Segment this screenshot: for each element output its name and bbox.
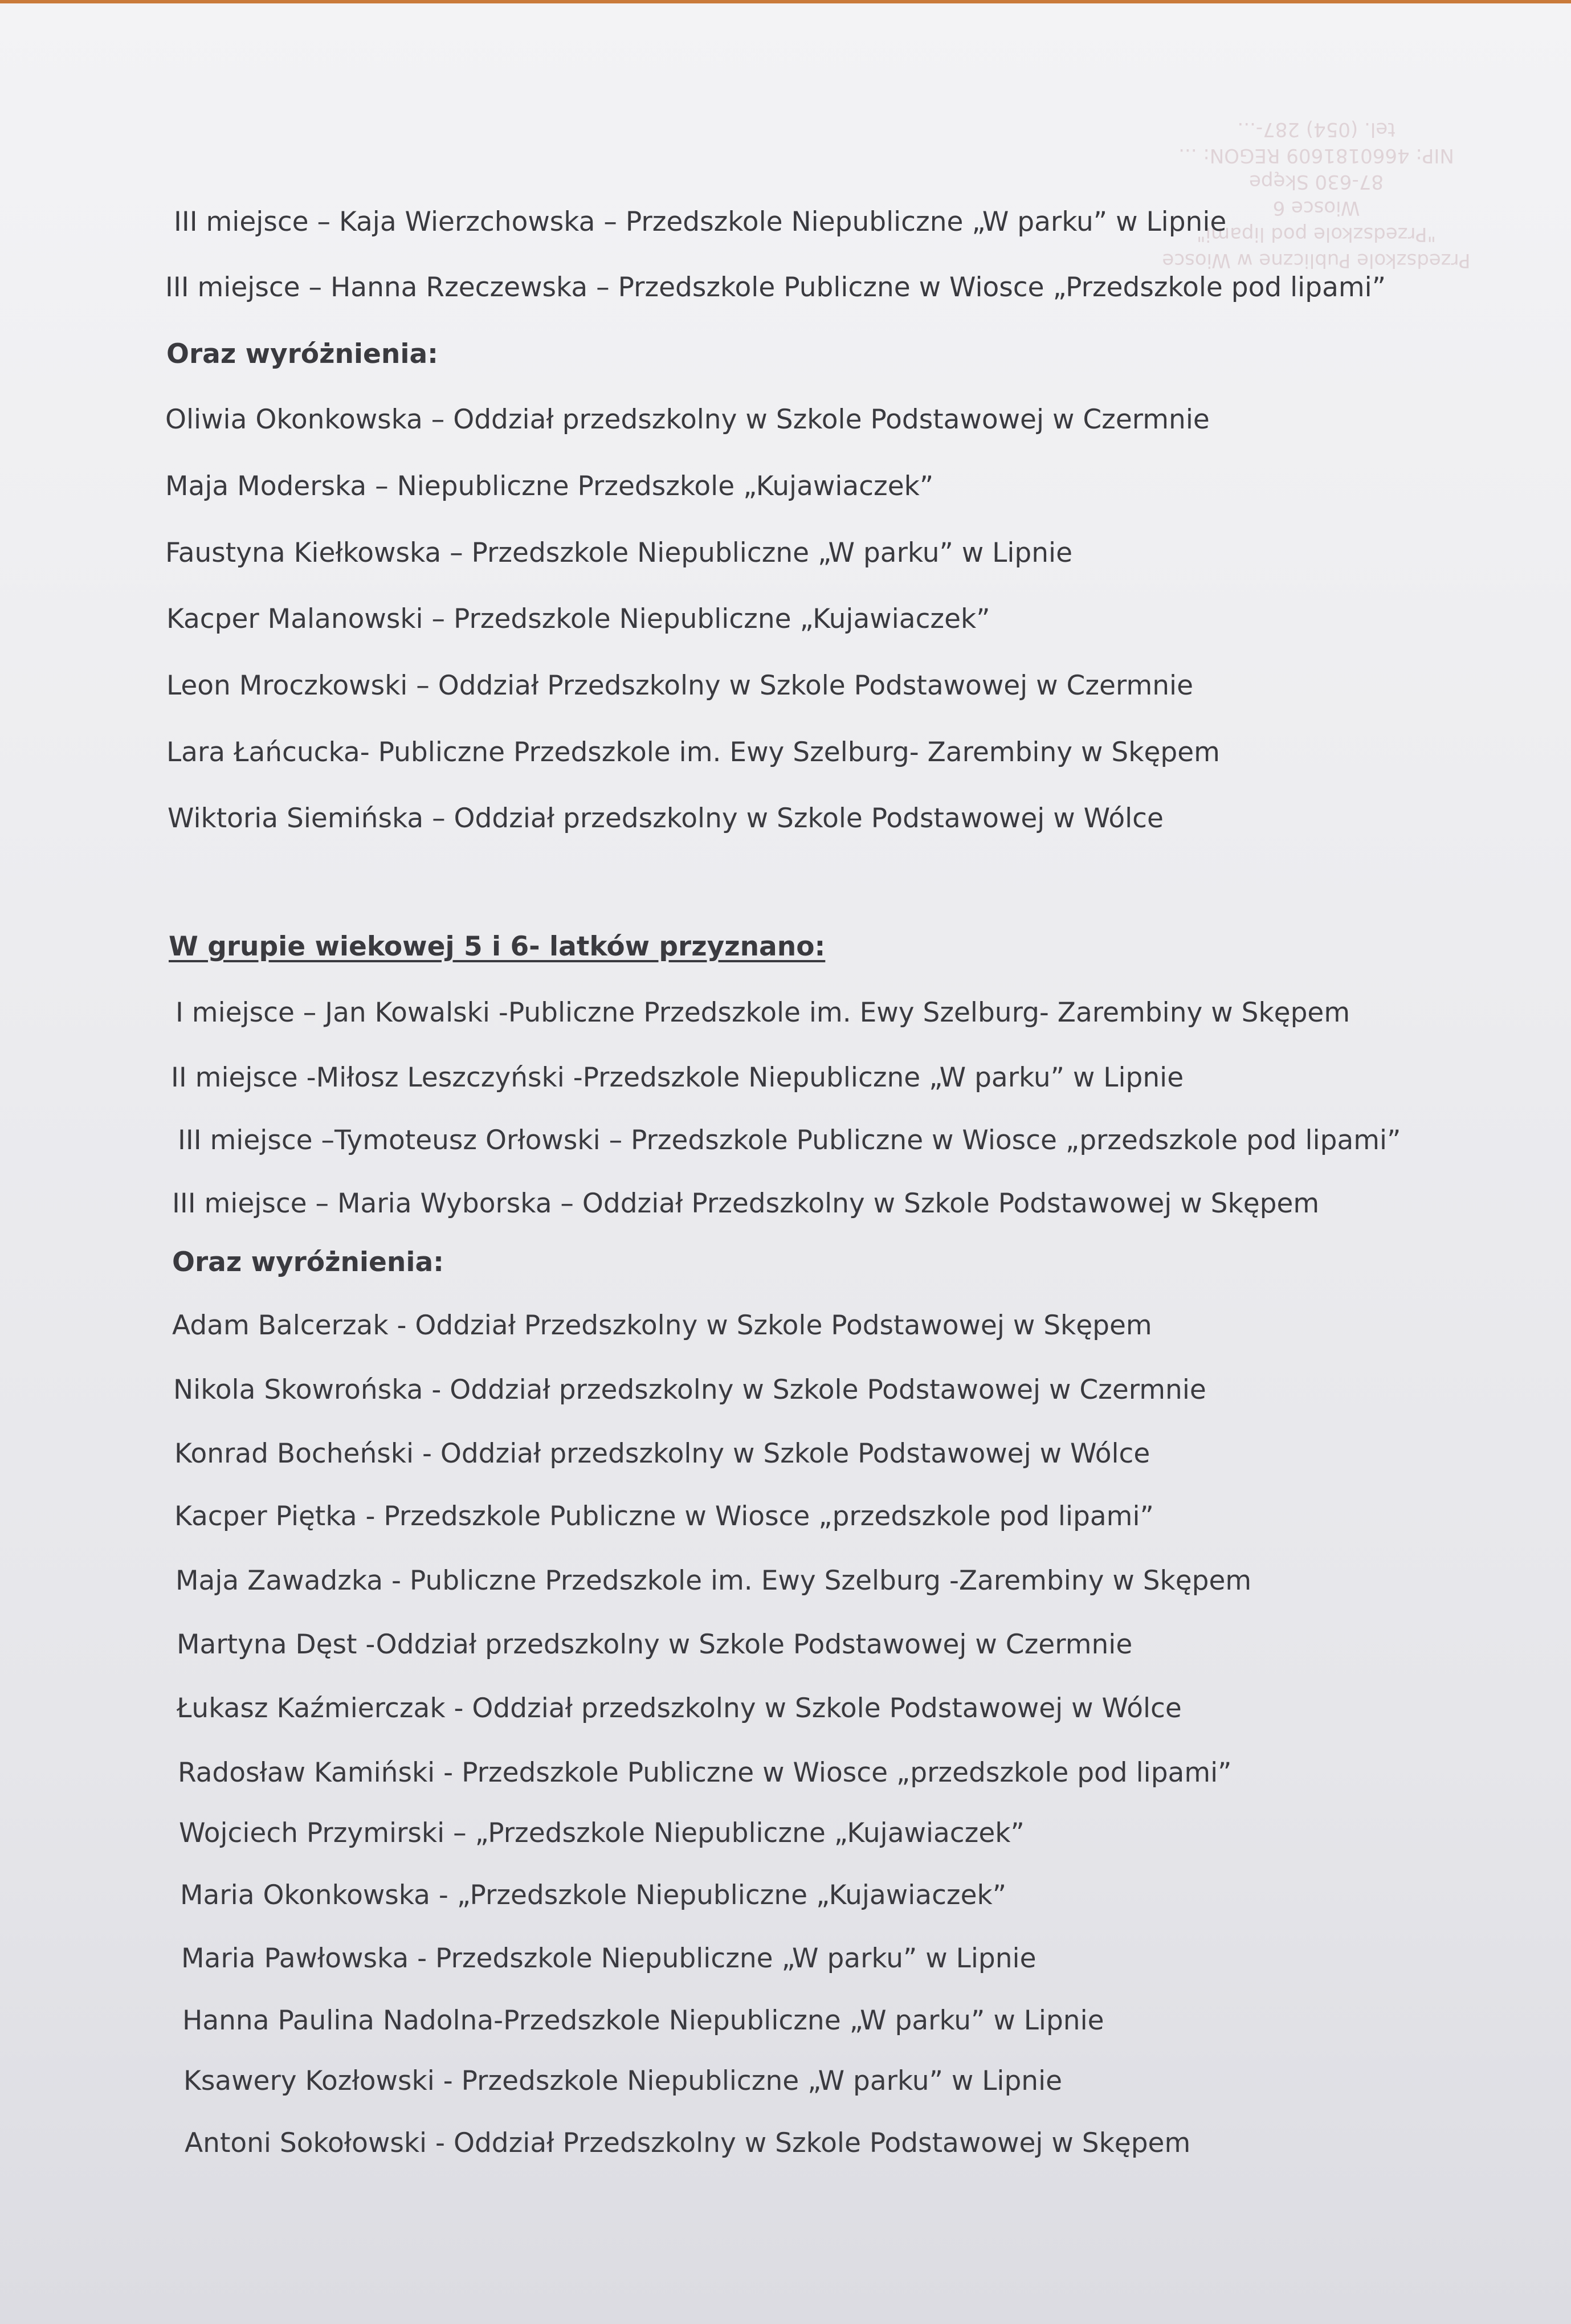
distinction-line: Nikola Skowrońska - Oddział przedszkolny w Szkole Podstawowej w Czermnie [173, 1374, 1206, 1406]
distinction-line: Wiktoria Siemińska – Oddział przedszkolny w Szkole Podstawowej w Wólce [168, 803, 1164, 834]
distinction-line: Oliwia Okonkowska – Oddział przedszkolny w Szkole Podstawowej w Czermnie [165, 404, 1210, 435]
distinction-line: Antoni Sokołowski - Oddział Przedszkolny w Szkole Podstawowej w Skępem [185, 2127, 1191, 2159]
distinction-line: Maria Okonkowska - „Przedszkole Niepubliczne „Kujawiaczek” [180, 1880, 1007, 1911]
award-line: III miejsce – Hanna Rzeczewska – Przedszkole Publiczne w Wiosce „Przedszkole pod lipami” [165, 272, 1386, 303]
distinctions-heading: Oraz wyróżnienia: [166, 338, 438, 370]
distinction-line: Martyna Dęst -Oddział przedszkolny w Szkole Podstawowej w Czermnie [177, 1629, 1133, 1660]
distinction-line: Ksawery Kozłowski - Przedszkole Niepubliczne „W parku” w Lipnie [183, 2065, 1063, 2097]
distinction-line: Kacper Piętka - Przedszkole Publiczne w Wiosce „przedszkole pod lipami” [174, 1501, 1154, 1532]
place-line: I miejsce – Jan Kowalski -Publiczne Przedszkole im. Ewy Szelburg- Zarembiny w Skępem [176, 997, 1350, 1028]
stamp-line: 87-630 Skępe [1249, 170, 1384, 193]
place-line: III miejsce – Maria Wyborska – Oddział Przedszkolny w Szkole Podstawowej w Skępem [172, 1188, 1320, 1219]
distinction-line: Łukasz Kaźmierczak - Oddział przedszkolny w Szkole Podstawowej w Wólce [177, 1693, 1182, 1724]
place-line: II miejsce -Miłosz Leszczyński -Przedszkole Niepubliczne „W parku” w Lipnie [171, 1062, 1184, 1093]
distinction-line: Wojciech Przymirski – „Przedszkole Niepubliczne „Kujawiaczek” [179, 1817, 1025, 1849]
distinction-line: Adam Balcerzak - Oddział Przedszkolny w Szkole Podstawowej w Skępem [172, 1310, 1152, 1341]
stamp-line: Wiosce 6 [1272, 197, 1360, 219]
stamp-line: Przedszkole Publiczne w Wiosce [1162, 249, 1471, 272]
distinctions-heading: Oraz wyróżnienia: [172, 1247, 444, 1278]
stamp-line: tel. (054) 287-... [1237, 118, 1395, 141]
distinction-line: Maja Zawadzka - Publiczne Przedszkole im. Ewy Szelburg -Zarembiny w Skępem [176, 1565, 1252, 1596]
place-line: III miejsce –Tymoteusz Orłowski – Przedszkole Publiczne w Wiosce „przedszkole pod lipami” [178, 1125, 1401, 1156]
stamp-line: "Przedszkole pod lipami" [1196, 223, 1437, 246]
distinction-line: Hanna Paulina Nadolna-Przedszkole Niepubliczne „W parku” w Lipnie [182, 2005, 1104, 2036]
distinction-line: Lara Łańcucka- Publiczne Przedszkole im. Ewy Szelburg- Zarembiny w Skępem [166, 737, 1220, 768]
award-line: III miejsce – Kaja Wierzchowska – Przedszkole Niepubliczne „W parku” w Lipnie [174, 206, 1227, 238]
distinction-line: Faustyna Kiełkowska – Przedszkole Niepubliczne „W parku” w Lipnie [165, 537, 1072, 569]
stamp-line: NIP: 4660181609 REGON: ... [1178, 144, 1454, 167]
distinction-line: Maria Pawłowska - Przedszkole Niepubliczne „W parku” w Lipnie [181, 1943, 1037, 1974]
age-group-heading: W grupie wiekowej 5 i 6- latków przyznano: [169, 931, 826, 962]
distinction-line: Leon Mroczkowski – Oddział Przedszkolny w Szkole Podstawowej w Czermnie [166, 670, 1193, 701]
distinction-line: Radosław Kamiński - Przedszkole Publiczne w Wiosce „przedszkole pod lipami” [178, 1757, 1232, 1788]
distinction-line: Konrad Bocheński - Oddział przedszkolny w Szkole Podstawowej w Wólce [174, 1438, 1150, 1469]
distinction-line: Maja Moderska – Niepubliczne Przedszkole „Kujawiaczek” [165, 471, 934, 502]
distinction-line: Kacper Malanowski – Przedszkole Niepubliczne „Kujawiaczek” [166, 603, 990, 635]
